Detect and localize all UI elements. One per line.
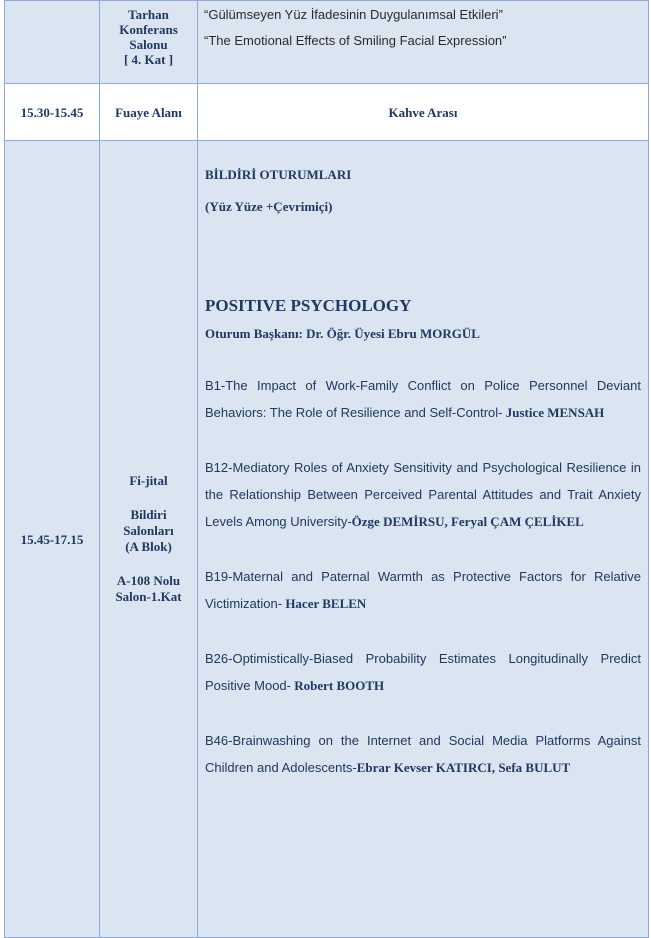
venue-line: A-108 Nolu: [116, 573, 181, 588]
keynote-title-cell: [198, 1, 649, 84]
paper-entry: [205, 645, 641, 699]
venue-cell: [100, 1, 198, 84]
activity-cell: Kahve Arası: [198, 84, 649, 141]
paper-title: B19-Maternal and Paternal Warmth as Protective Factors for Relative Victimization-: [205, 569, 641, 611]
schedule-row-keynote: [5, 1, 649, 84]
paper-title: B26-Optimistically-Biased Probability Estimates Longitudinally Predict Positive Mood-: [205, 651, 641, 693]
venue-line: Konferans: [119, 22, 178, 37]
paper-authors: Robert BOOTH: [290, 678, 385, 693]
session-heading: BİLDİRİ OTURUMLARI: [205, 167, 352, 182]
paper-authors: Özge DEMİRSU, Feryal ÇAM ÇELİKEL: [351, 514, 584, 529]
venue-line: Salonu: [129, 37, 168, 52]
venue-cell: [100, 141, 198, 938]
session-chair: Oturum Başkanı: Dr. Öğr. Üyesi Ebru MORGÜL: [205, 326, 480, 341]
keynote-title-en: “The Emotional Effects of Smiling Facial Expression”: [204, 33, 507, 48]
venue-line: Bildiri: [130, 507, 167, 522]
session-cell: [198, 141, 649, 938]
venue-line: Salonları: [123, 523, 174, 538]
session-topic: POSITIVE PSYCHOLOGY: [205, 296, 412, 315]
venue-line: Tarhan: [128, 7, 169, 22]
venue-cell: Fuaye Alanı: [100, 84, 198, 141]
venue-line: (A Blok): [125, 539, 172, 554]
paper-authors: Ebrar Kevser KATIRCI, Sefa BULUT: [356, 760, 571, 775]
paper-entry: [205, 727, 641, 781]
schedule-table: [4, 0, 649, 938]
venue-line: Salon-1.Kat: [115, 589, 182, 604]
schedule-row-break: [5, 84, 649, 141]
schedule-row-session: [5, 141, 649, 938]
venue-line: [ 4. Kat ]: [123, 52, 174, 67]
time-cell: 15.45-17.15: [5, 141, 100, 938]
paper-title: B12-Mediatory Roles of Anxiety Sensitivity and Psychological Resilience in the Relationship Between Perceived Parental Attitudes and Trait Anxiety Levels Among University-: [205, 460, 641, 529]
time-cell: [5, 1, 100, 84]
session-mode: (Yüz Yüze +Çevrimiçi): [205, 199, 333, 214]
venue-line: Fi-jital: [129, 473, 168, 488]
paper-title: B46-Brainwashing on the Internet and Social Media Platforms Against Children and Adolescents-: [205, 733, 641, 775]
paper-authors: Justice MENSAH: [502, 405, 605, 420]
paper-entry: [205, 563, 641, 617]
paper-entry: [205, 454, 641, 535]
time-cell: 15.30-15.45: [5, 84, 100, 141]
paper-authors: Hacer BELEN: [282, 596, 367, 611]
paper-title: B1-The Impact of Work-Family Conflict on Police Personnel Deviant Behaviors: The Role of Resilience and Self-Control-: [205, 378, 641, 420]
paper-entry: [205, 372, 641, 426]
keynote-title-tr: “Gülümseyen Yüz İfadesinin Duygulanımsal Etkileri”: [204, 7, 503, 22]
